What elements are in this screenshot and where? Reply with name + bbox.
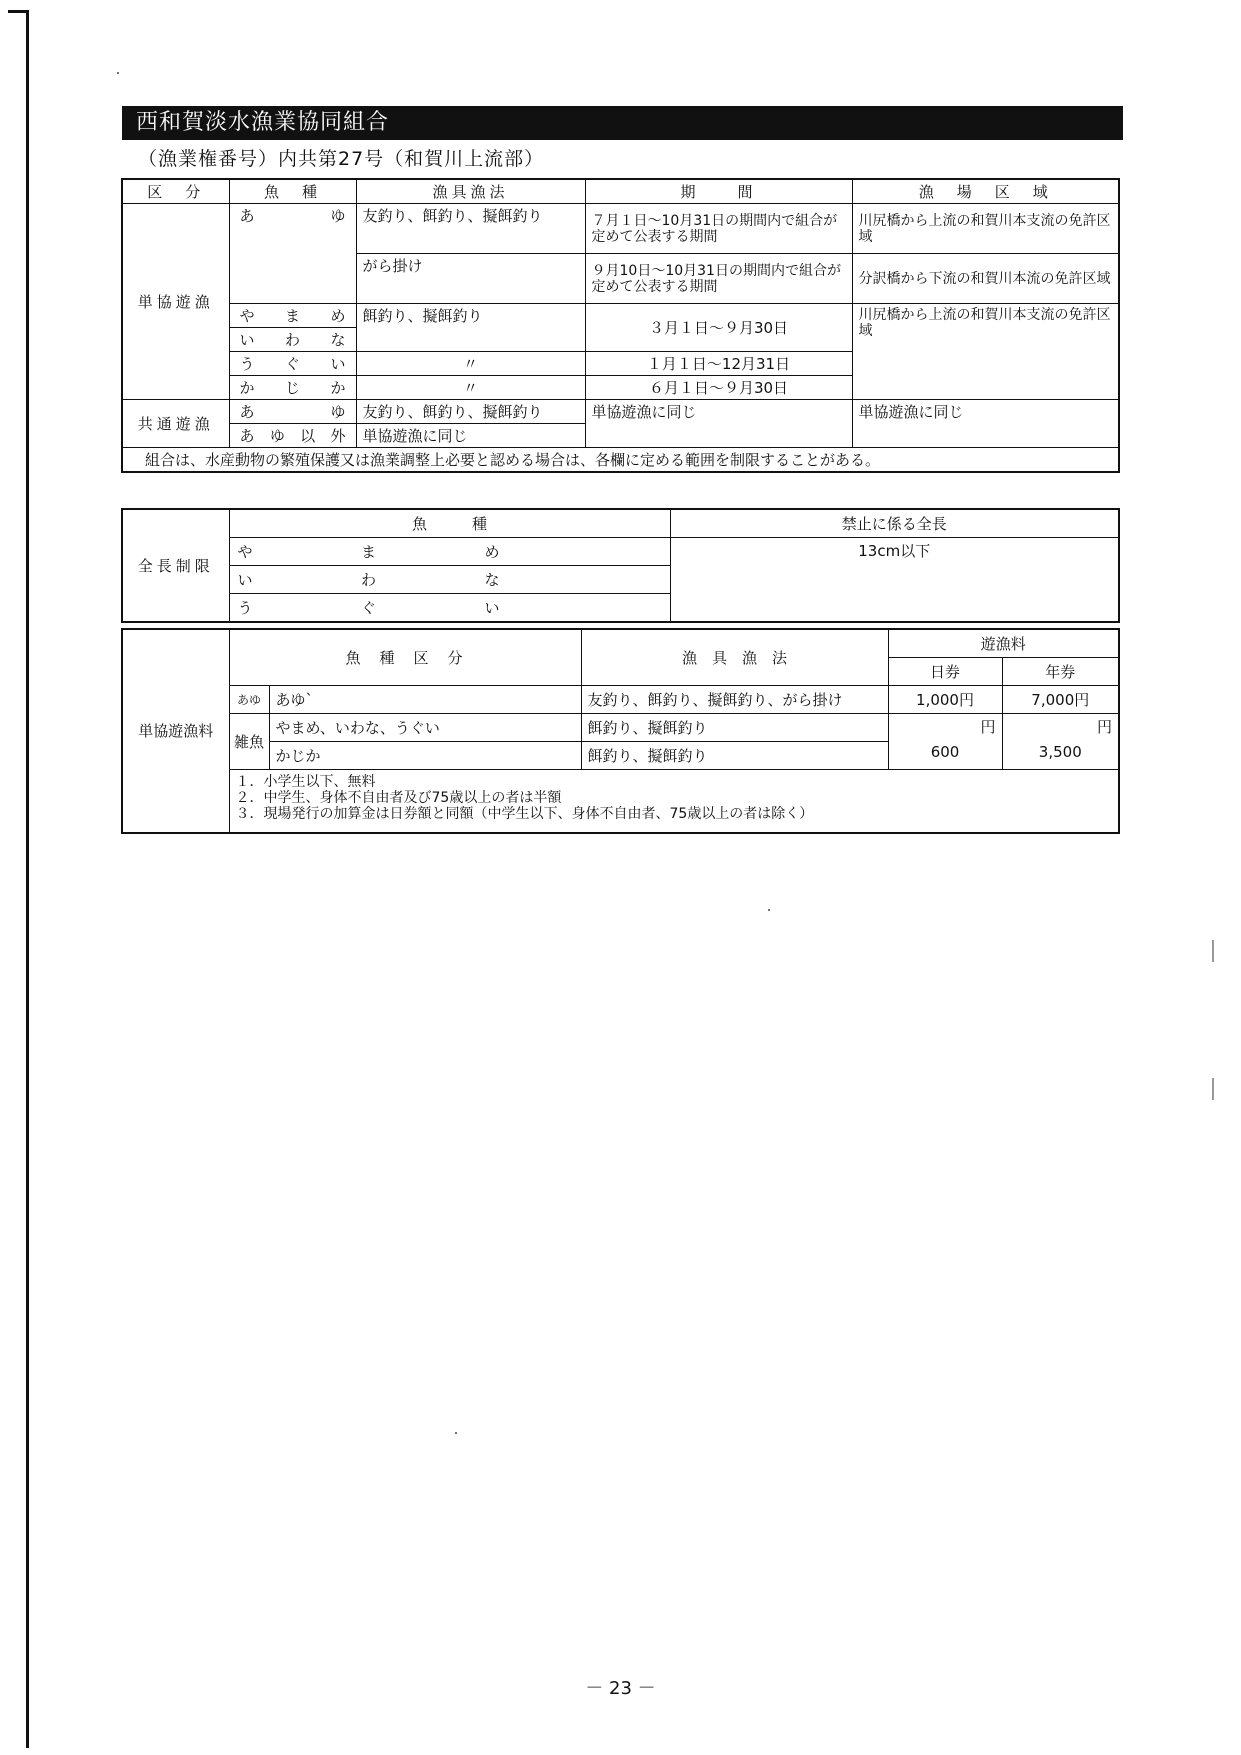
header-period: 期 間	[585, 179, 852, 204]
header-area: 漁 場 区 域	[852, 179, 1119, 204]
association-title: 西和賀淡水漁業協同組合	[122, 106, 1123, 140]
scan-speck	[117, 72, 119, 74]
fishing-right-subtitle: （漁業権番号）内共第27号（和賀川上流部）	[138, 148, 545, 170]
fee-note: ２．中学生、身体不自由者及び75歳以上の者は半額	[235, 790, 562, 806]
scan-speck	[768, 909, 770, 911]
fee-year-zako-cell	[1002, 714, 1119, 770]
length-header-species: 魚 種	[229, 509, 670, 538]
method-ayu-1: 友釣り、餌釣り、擬餌釣り	[356, 204, 585, 254]
method-kyotsu-ayu: 友釣り、餌釣り、擬餌釣り	[356, 400, 585, 424]
method-kyotsu-other: 単協遊漁に同じ	[356, 424, 585, 448]
category-length-limit: 全長制限	[122, 509, 229, 622]
scan-edge-rule	[26, 10, 29, 1748]
period-ayu-1: ７月１日～10月31日の期間内で組合が定めて公表する期間	[585, 204, 852, 254]
scan-edge-dash	[1212, 940, 1214, 962]
fee-notes-row	[122, 770, 1119, 834]
fee-day-zako: 600	[930, 742, 960, 761]
fee-row	[122, 686, 1119, 714]
fee-species-zako-1: やまめ、いわな、うぐい	[269, 714, 581, 742]
period-ugui: １月１日～12月31日	[585, 352, 852, 376]
method-kajika: 〃	[356, 376, 585, 400]
length-row	[122, 538, 1119, 566]
species-kyotsu-other: あゆ以外	[229, 424, 356, 448]
method-ayu-2: がら掛け	[356, 254, 585, 304]
species-kyotsu-ayu: あ ゆ	[229, 400, 356, 424]
fee-note: １．小学生以下、無料	[235, 774, 376, 790]
fee-table	[121, 628, 1120, 834]
species-ayu: あ ゆ	[229, 204, 356, 304]
period-yamame: ３月１日～９月30日	[585, 304, 852, 352]
period-kyotsu: 単協遊漁に同じ	[585, 400, 852, 448]
fee-header-row	[122, 629, 1119, 658]
area-kyotsu: 単協遊漁に同じ	[852, 400, 1119, 448]
rules-row	[122, 304, 1119, 328]
species-ugui: うぐい	[229, 352, 356, 376]
fishing-rules-table	[121, 178, 1120, 473]
length-species-yamame: や ま め	[229, 538, 670, 566]
fee-method-zako-2: 餌釣り、擬餌釣り	[581, 742, 888, 770]
length-limit-table	[121, 508, 1120, 623]
fee-note: ３．現場発行の加算金は日券額と同額（中学生以下、身体不自由者、75歳以上の者は除く）	[235, 806, 814, 822]
rules-row	[122, 400, 1119, 424]
fee-year-ayu: 7,000円	[1002, 686, 1119, 714]
fee-day-zako-cell	[888, 714, 1002, 770]
species-kajika: かじか	[229, 376, 356, 400]
fee-group-zako: 雑魚	[229, 714, 269, 770]
fee-notes	[229, 770, 1119, 834]
area-yamame: 川尻橋から上流の和賀川本支流の免許区域	[852, 304, 1119, 400]
fee-day-ayu: 1,000円	[888, 686, 1002, 714]
length-species-iwana: い わ な	[229, 566, 670, 594]
fee-header-fee: 遊漁料	[888, 629, 1119, 658]
method-ugui: 〃	[356, 352, 585, 376]
category-kyotsu: 共通遊漁	[122, 400, 229, 448]
yen-unit: 円	[1097, 718, 1113, 736]
rules-header-row	[122, 179, 1119, 204]
length-limit-value: 13cm以下	[670, 538, 1119, 623]
yen-unit: 円	[980, 718, 996, 736]
fee-header-method: 漁 具 漁 法	[581, 629, 888, 686]
length-header-row	[122, 509, 1119, 538]
fee-header-year: 年券	[1002, 658, 1119, 686]
header-method: 漁具漁法	[356, 179, 585, 204]
length-header-limit: 禁止に係る全長	[670, 509, 1119, 538]
fee-group-ayu: あゆ	[229, 686, 269, 714]
method-yamame: 餌釣り、擬餌釣り	[356, 304, 585, 352]
category-fee: 単協遊漁料	[122, 629, 229, 833]
species-iwana: いわな	[229, 328, 356, 352]
fee-year-zako: 3,500	[1038, 742, 1082, 761]
rules-note: 組合は、水産動物の繁殖保護又は漁業調整上必要と認める場合は、各欄に定める範囲を制限することがある。	[122, 448, 1119, 473]
area-ayu-2: 分訳橋から下流の和賀川本流の免許区域	[852, 254, 1119, 304]
period-kajika: ６月１日～９月30日	[585, 376, 852, 400]
fee-species-zako-2: かじか	[269, 742, 581, 770]
scan-edge-dash	[1212, 1078, 1214, 1100]
rules-note-row	[122, 448, 1119, 473]
species-yamame: やまめ	[229, 304, 356, 328]
header-species: 魚 種	[229, 179, 356, 204]
fee-method-zako-1: 餌釣り、擬餌釣り	[581, 714, 888, 742]
page-number: － 23 －	[585, 1678, 656, 1699]
fee-row	[122, 714, 1119, 742]
fee-header-day: 日券	[888, 658, 1002, 686]
fee-species-ayu: あゆ`	[269, 686, 581, 714]
fee-header-species: 魚 種 区 分	[229, 629, 581, 686]
category-tankyo: 単協遊漁	[122, 204, 229, 400]
length-species-ugui: う ぐ い	[229, 594, 670, 623]
scan-speck	[455, 1432, 457, 1434]
area-ayu-1: 川尻橋から上流の和賀川本支流の免許区域	[852, 204, 1119, 254]
rules-row	[122, 204, 1119, 254]
header-category: 区 分	[122, 179, 229, 204]
period-ayu-2: ９月10日～10月31日の期間内で組合が定めて公表する期間	[585, 254, 852, 304]
fee-method-ayu: 友釣り、餌釣り、擬餌釣り、がら掛け	[581, 686, 888, 714]
